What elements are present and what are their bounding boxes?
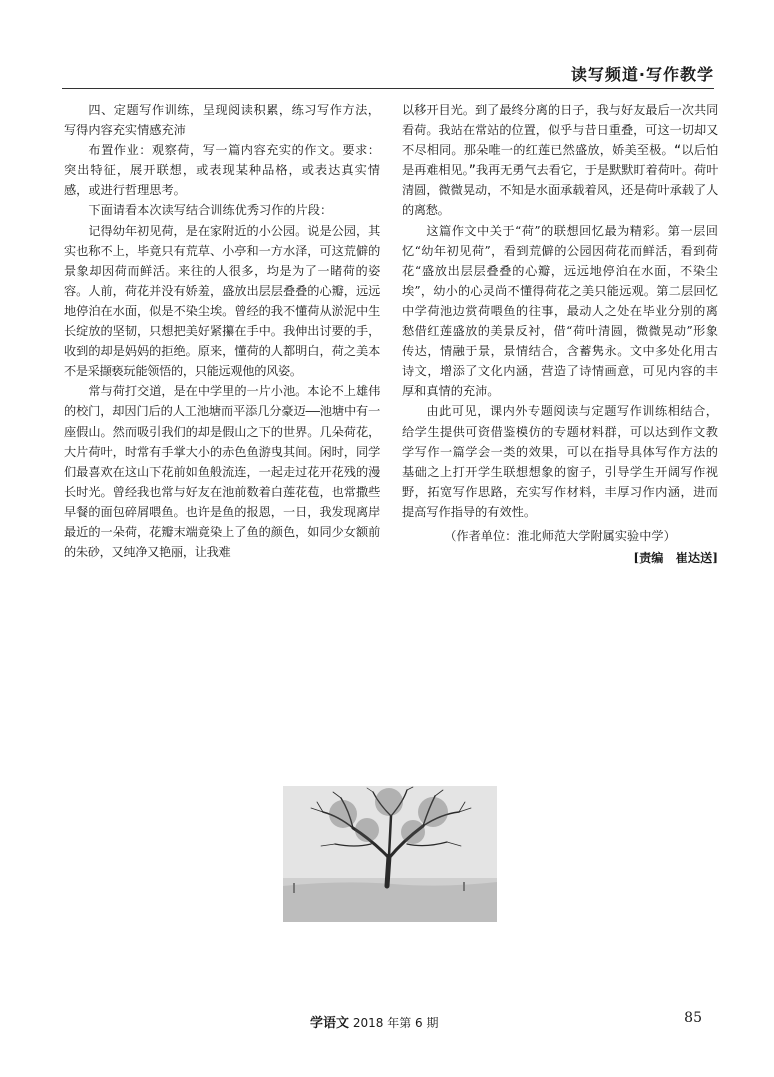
page-number: 85 — [684, 1010, 702, 1026]
right-column — [402, 100, 718, 568]
header-divider — [62, 88, 714, 89]
paragraph: 四、定题写作训练，呈现阅读积累，练习写作方法，写得内容充实情感充沛 — [64, 103, 380, 138]
tree-illustration — [283, 786, 497, 922]
section-title: 读写频道·写作教学 — [570, 65, 714, 84]
paragraph: 这篇作文中关于“荷”的联想回忆最为精彩。第一层回忆“幼年初见荷”，看到荒僻的公园因荷花而鲜活，看到荷花“盛放出层层叠叠的心瓣，远远地停泊在水面，不染尘埃”，幼小的心灵尚不懂得荷花之美只能远观。第二层回忆中学荷池边赏荷喂鱼的往事，最动人之处在毕业分别的离愁借红莲盛放的美景反衬，借“荷叶清圆，微微晃动”形象传达，情融于景，景情结合，含蓄隽永。文中多处化用古诗文，增添了文化内涵，营造了诗情画意，可见内容的丰厚和真情的充沛。 — [402, 223, 718, 399]
essay-excerpt-paragraph: 记得幼年初见荷，是在家附近的小公园。说是公园，其实也称不上，毕竟只有荒草、小亭和一方水泽，可这荒僻的景象却因荷而鲜活。来往的人很多，均是为了一睹荷的姿容。人前，荷花并没有娇羞，盛放出层层叠叠的心瓣，远远地停泊在水面，似是不染尘埃。曾经的我不懂荷从淤泥中生长绽放的坚韧，只想把美好紧攥在手中。我伸出讨要的手，收到的却是妈妈的拒绝。原来，懂荷的人都明白，荷之美本不是采撷亵玩能领悟的，只能远观他的风姿。 — [64, 223, 380, 379]
essay-excerpt-paragraph: 常与荷打交道，是在中学里的一片小池。本论不上雄伟的校门，却因门后的人工池塘而平添几分豪迈——池塘中有一座假山。然而吸引我们的却是假山之下的世界。几朵荷花，大片荷叶，时常有手掌大小的赤色鱼游曳其间。闲时，同学们最喜欢在这山下花前如鱼般流连，一起走过花开花残的漫长时光。曾经我也常与好友在池前数着白莲花苞，也常撒些早餐的面包碎屑喂鱼。也许是鱼的报恩，一日，我发现离岸最近的一朵荷，花瓣末端竟染上了鱼的颜色，如同少女额前的朱砂，又纯净又艳丽，让我难 — [64, 384, 380, 560]
paragraph: 布置作业：观察荷，写一篇内容充实的作文。要求：突出特征，展开联想，或表现某种品格，或表达真实情感，或进行哲理思考。 — [64, 143, 380, 198]
left-column — [64, 100, 380, 562]
author-affiliation: （作者单位：淮北师范大学附属实验中学） — [444, 528, 676, 543]
editor-credit: [责编 崔达送] — [633, 551, 718, 566]
journal-name: 学语文 — [310, 1016, 350, 1031]
footer-journal — [310, 1012, 438, 1031]
paragraph: 下面请看本次读写结合训练优秀习作的片段： — [88, 203, 333, 218]
paragraph: 由此可见，课内外专题阅读与定题写作训练相结合，给学生提供可资借鉴模仿的专题材料群，可以达到作文教学写作一篇学会一类的效果，可以在指导具体写作方法的基础之上打开学生联想想象的窗子，引导学生开阔写作视野，拓宽写作思路，充实写作材料，丰厚习作内涵，进而提高写作指导的有效性。 — [402, 404, 718, 519]
essay-excerpt-continuation: 以移开目光。到了最终分离的日子，我与好友最后一次共同看荷。我站在常站的位置，似乎与昔日重叠，可这一切却又不尽相同。那朵唯一的红莲已然盛放，娇美至极。“以后怕是再难相见。”我再无勇气去看它，于是默默盯着荷叶。荷叶清圆，微微晃动，不知是水面承载着风，还是荷叶承载了人的离愁。 — [402, 103, 718, 218]
tree-photo — [283, 786, 497, 922]
journal-issue: 2018 年第 6 期 — [352, 1016, 439, 1030]
